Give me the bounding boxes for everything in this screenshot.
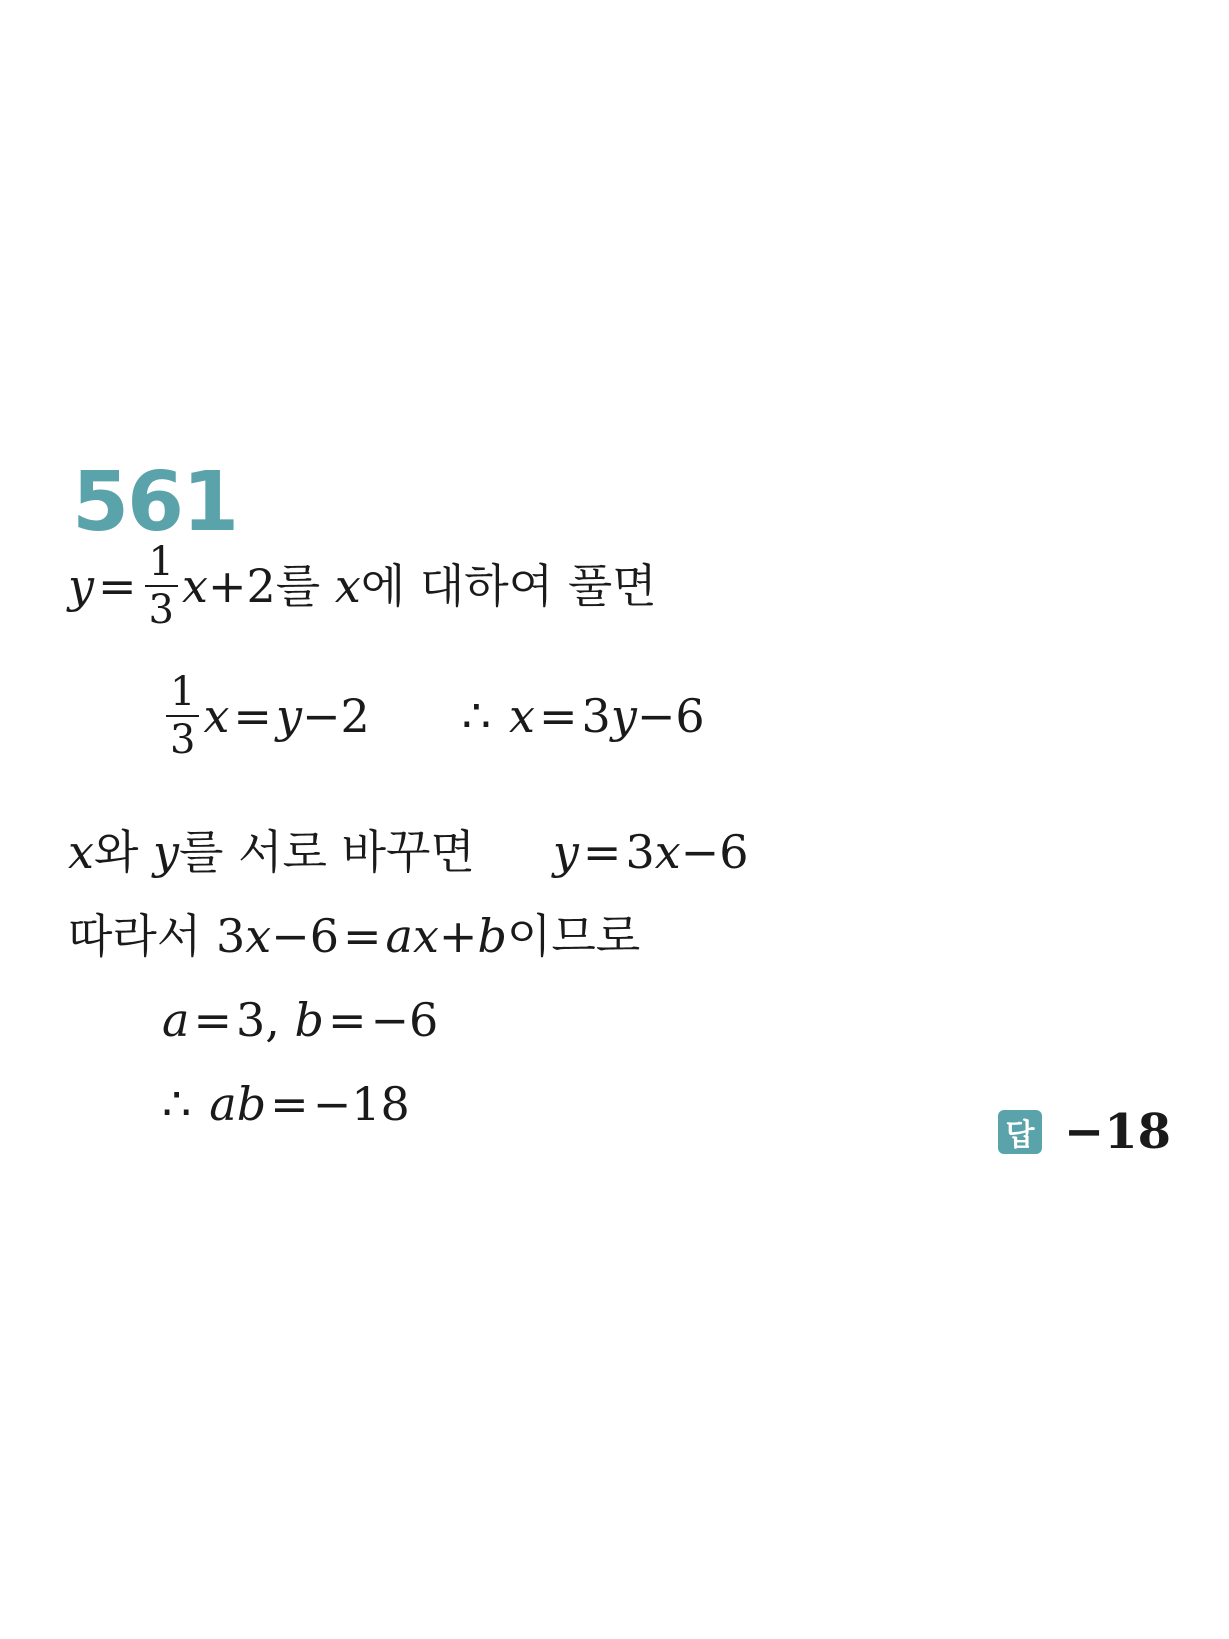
answer-badge: 답 xyxy=(998,1110,1042,1154)
var-y: y xyxy=(275,689,302,743)
solution-line-6 xyxy=(162,1074,410,1134)
equals-sign-2: = xyxy=(539,689,578,743)
value-three: 3, xyxy=(235,993,295,1047)
var-x: x xyxy=(245,909,272,963)
minus-six: −6 xyxy=(271,909,339,963)
text-swap: 를 서로 바꾸면 xyxy=(179,825,475,879)
coef-three: 3 xyxy=(625,825,655,879)
solution-line-3 xyxy=(68,822,748,882)
equals-sign: = xyxy=(98,559,137,613)
minus-six: −6 xyxy=(680,825,749,879)
coef-three: 3 xyxy=(215,909,246,963)
var-x: x xyxy=(203,689,230,743)
fraction-denominator: 3 xyxy=(170,717,196,763)
equals-sign-2: = xyxy=(327,993,367,1047)
equals-sign: = xyxy=(582,825,622,879)
text-since: 이므로 xyxy=(506,909,641,963)
answer-value: −18 xyxy=(1063,1104,1171,1160)
fraction-numerator: 1 xyxy=(170,669,196,715)
fraction-one-third-2 xyxy=(166,671,199,761)
minus-two: −2 xyxy=(301,689,370,743)
text-solve-for: 에 대하여 풀면 xyxy=(360,559,657,613)
solution-line-1 xyxy=(68,540,657,632)
text-therefore: 따라서 xyxy=(68,909,216,963)
equals-sign: = xyxy=(193,993,232,1047)
var-y-2: y xyxy=(610,689,637,743)
text-particle: 를 xyxy=(275,559,335,613)
equals-sign: = xyxy=(342,909,382,963)
solution-line-4 xyxy=(68,906,640,966)
plus-sign: + xyxy=(438,909,478,963)
solution-line-5 xyxy=(162,990,438,1050)
coef-three: 3 xyxy=(581,689,611,743)
fraction-one-third xyxy=(145,541,178,631)
fraction-denominator: 3 xyxy=(148,587,174,633)
var-y-2: y xyxy=(552,825,579,879)
var-ab: ab xyxy=(209,1077,267,1131)
var-x-2: x xyxy=(654,825,681,879)
var-y: y xyxy=(153,825,180,879)
answer-block xyxy=(998,1104,1171,1160)
plus-two: +2 xyxy=(207,559,276,613)
var-b: b xyxy=(477,909,507,963)
solution-line-2 xyxy=(162,670,705,762)
var-x: x xyxy=(68,825,94,879)
text-and: 와 xyxy=(93,825,154,879)
var-b: b xyxy=(294,993,324,1047)
fraction-numerator: 1 xyxy=(148,539,174,585)
minus-six: −6 xyxy=(636,689,705,743)
equals-sign: = xyxy=(270,1077,309,1131)
therefore-symbol: ∴ xyxy=(162,1077,192,1131)
var-x-2: x xyxy=(509,689,535,743)
var-x: x xyxy=(182,559,208,613)
value-neg-six: −6 xyxy=(370,993,439,1047)
var-x-2: x xyxy=(334,559,361,613)
var-a: a xyxy=(162,993,190,1047)
var-y: y xyxy=(68,559,94,613)
var-x-2: x xyxy=(412,909,439,963)
therefore-symbol: ∴ xyxy=(461,689,492,743)
var-a: a xyxy=(385,909,413,963)
problem-number: 561 xyxy=(72,455,238,550)
equals-sign: = xyxy=(233,689,272,743)
result-value: −18 xyxy=(312,1077,410,1131)
